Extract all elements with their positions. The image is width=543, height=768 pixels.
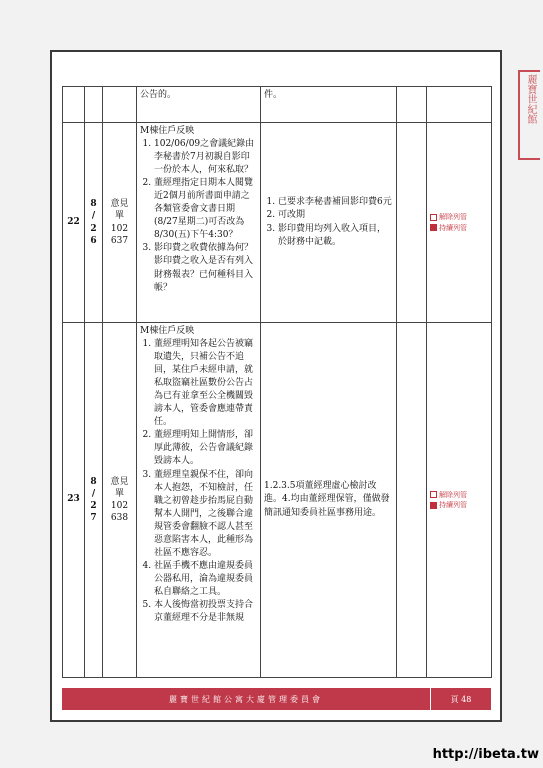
content-cell bbox=[137, 323, 261, 678]
checked-box-icon bbox=[430, 224, 437, 231]
list-item: 4. 社區手機不應由違規委員公器私用，淪為違規委員私自聯絡之工具。 bbox=[154, 560, 257, 599]
row-date: 8 / 2 6 bbox=[85, 123, 103, 323]
table-row bbox=[63, 323, 492, 678]
list-item: 1. 102/06/09之會議紀錄由李秘書於7月初親自影印一份於本人，何來私取？ bbox=[154, 138, 257, 177]
list-item: 3. 影印費之收費依據為何？影印費之收入是否有列入財務報表？已何種科目入帳？ bbox=[154, 242, 257, 294]
list-item: 2. 董經理明知上開情形，卻厚此薄彼，公告會議紀錄毀謗本人。 bbox=[154, 429, 257, 468]
site-watermark: http://ibeta.tw bbox=[432, 747, 539, 762]
page-footer bbox=[62, 688, 491, 710]
status-cell: 解除列管 持續列管 bbox=[427, 323, 492, 678]
seal-stamp: 麗寶世紀館 bbox=[518, 70, 540, 160]
row-source: 意見 單 102 638 bbox=[103, 323, 137, 678]
table-row bbox=[63, 87, 492, 123]
checked-box-icon bbox=[430, 502, 437, 509]
unchecked-box-icon bbox=[430, 491, 437, 498]
row-date: 8 / 2 7 bbox=[85, 323, 103, 678]
content-cell bbox=[137, 123, 261, 323]
unchecked-box-icon bbox=[430, 214, 437, 221]
row-number: 22 bbox=[63, 123, 85, 323]
list-item: 3. 影印費用均列入收入項目，於財務中記載。 bbox=[278, 223, 393, 249]
reply-cell: 件。 bbox=[261, 87, 397, 123]
row-heading: M棟住戶反映 bbox=[140, 326, 195, 336]
list-item: 1. 董經理明知各起公告被竊取遺失，只補公告不追回，某住戶未經申請，就私取盜竊社區數份公告占為已有並拿至公全機關毀謗本人，管委會應連帶責任。 bbox=[154, 338, 257, 429]
page-number: 頁 48 bbox=[430, 688, 491, 710]
list-item: 1. 已要求李秘書補回影印費6元 bbox=[278, 196, 393, 209]
footer-title: 麗寶世紀館公寓大廈管理委員會 bbox=[169, 694, 323, 704]
status-cell: 解除列管 持續列管 bbox=[427, 123, 492, 323]
minutes-table bbox=[62, 86, 492, 678]
row-number: 23 bbox=[63, 323, 85, 678]
reply-cell: 1.2.3.5項董經理虛心檢討改進。4.均由董經理保管，僅做發簡訊通知委員社區事務用途。 bbox=[261, 323, 397, 678]
table-row bbox=[63, 123, 492, 323]
list-item: 5. 本人後悔當初投票支持合京董經理不分是非無規 bbox=[154, 599, 257, 625]
content-cell: 公告的。 bbox=[137, 87, 261, 123]
row-source: 意見 單 102 637 bbox=[103, 123, 137, 323]
list-item: 2. 可改期 bbox=[278, 209, 393, 222]
reply-cell bbox=[261, 123, 397, 323]
list-item: 3. 董經理皇親保不住，卻向本人抱怨，不知檢討，任職之初曾趁步抬馬屁自動幫本人開門，之後聯合違規管委會翻臉不認人甚至惡意陷害本人，此種形為社區不應容忍。 bbox=[154, 469, 257, 560]
row-heading: M棟住戶反映 bbox=[140, 126, 195, 136]
list-item: 2. 董經理指定日期本人閱覽近2個月前所書面申請之各類管委會文書日期(8/27星期二)可否改為8/30(五)下午4:30？ bbox=[154, 177, 257, 242]
